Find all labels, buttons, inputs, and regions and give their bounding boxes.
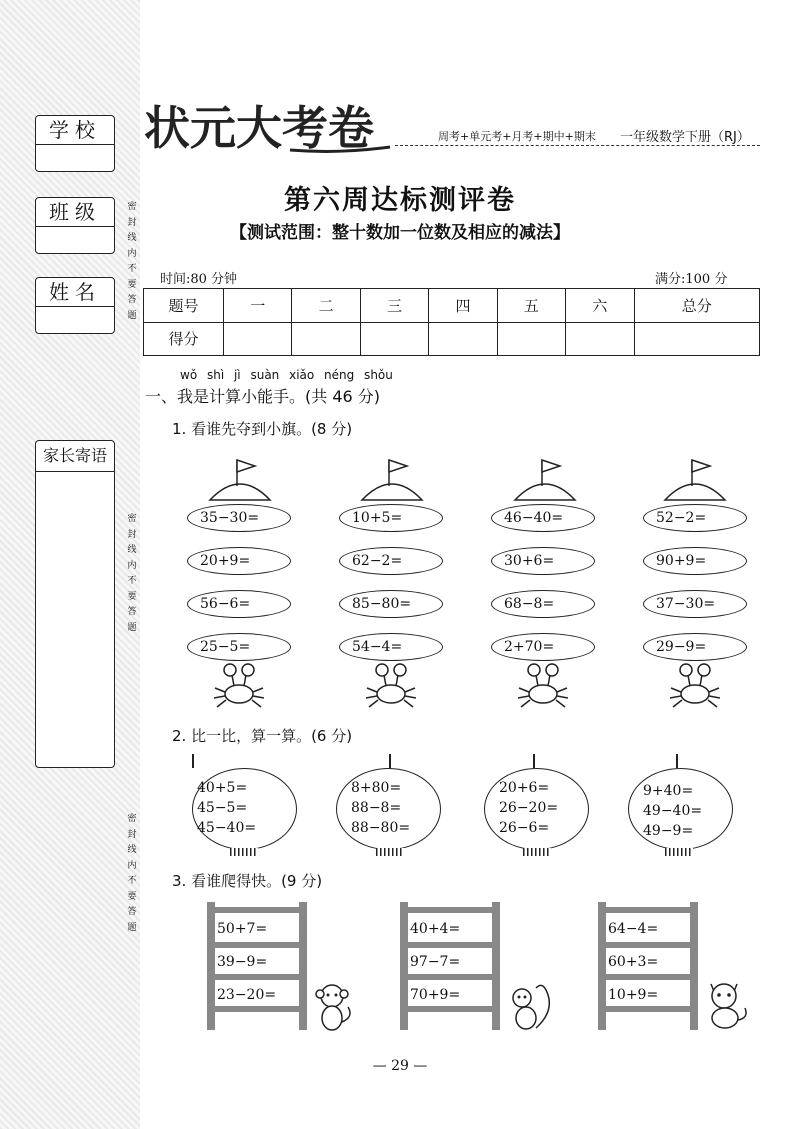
lantern-tassel-icon — [230, 848, 258, 856]
crab-icon — [516, 662, 571, 710]
table-cell: 四 — [429, 289, 497, 323]
table-row — [144, 289, 760, 323]
ladder-equation[interactable]: 10+9= — [608, 987, 659, 1003]
section1-pinyin: wǒ shì jì suàn xiǎo néng shǒu — [180, 368, 393, 382]
score-input[interactable] — [360, 322, 428, 356]
score-input[interactable] — [497, 322, 565, 356]
table-cell: 总分 — [634, 289, 759, 323]
lantern-equation: 88−80= — [351, 820, 411, 836]
lantern-tassel-icon — [665, 848, 693, 856]
equation-oval[interactable]: 29−9= — [643, 633, 747, 661]
ladder-equation[interactable]: 50+7= — [217, 921, 268, 937]
equation-oval[interactable]: 20+9= — [187, 547, 291, 575]
lantern-equation: 8+80= — [351, 780, 402, 796]
equation-oval[interactable]: 10+5= — [339, 504, 443, 532]
ladder — [598, 902, 698, 1030]
lantern-equation: 20+6= — [499, 780, 550, 796]
page-number: — 29 — — [372, 1058, 428, 1074]
name-box — [35, 277, 115, 334]
name-field[interactable] — [36, 307, 114, 333]
equation-oval[interactable]: 52−2= — [643, 504, 747, 532]
table-cell: 三 — [360, 289, 428, 323]
section1-title: 一、我是计算小能手。(共 46 分) — [145, 387, 381, 406]
ladder-equation[interactable]: 40+4= — [410, 921, 461, 937]
parent-message-label: 家长寄语 — [36, 441, 114, 472]
lantern[interactable] — [628, 768, 733, 850]
time-limit: 时间:80 分钟 — [160, 272, 238, 287]
flag-icon — [660, 456, 730, 501]
table-cell: 五 — [497, 289, 565, 323]
lantern-tassel-icon — [523, 848, 551, 856]
table-cell: 二 — [292, 289, 360, 323]
equation-oval[interactable]: 2+70= — [491, 633, 595, 661]
monkey-icon — [312, 982, 354, 1032]
lantern-equation: 45−5= — [197, 800, 248, 816]
ladder-equation[interactable]: 97−7= — [410, 954, 461, 970]
lantern-equation: 49−40= — [643, 803, 703, 819]
equation-oval[interactable]: 46−40= — [491, 504, 595, 532]
ladder-equation[interactable]: 23−20= — [217, 987, 277, 1003]
brand-logo — [140, 92, 400, 162]
lantern-equation: 9+40= — [643, 783, 694, 799]
flag-icon — [510, 456, 580, 501]
flag-icon — [205, 456, 275, 501]
lantern-equation: 26−20= — [499, 800, 559, 816]
lantern-equation: 26−6= — [499, 820, 550, 836]
logo-text: 状元大考卷 — [144, 101, 374, 155]
ladder-equation[interactable]: 60+3= — [608, 954, 659, 970]
equation-oval[interactable]: 35−30= — [187, 504, 291, 532]
page-title: 第六周达标测评卷 — [284, 185, 516, 216]
table-cell: 题号 — [144, 289, 224, 323]
equation-oval[interactable]: 85−80= — [339, 590, 443, 618]
cat-icon — [703, 978, 749, 1030]
ladder-equation[interactable]: 64−4= — [608, 921, 659, 937]
equation-oval[interactable]: 68−8= — [491, 590, 595, 618]
ladder-equation[interactable]: 39−9= — [217, 954, 268, 970]
lantern[interactable] — [336, 768, 441, 850]
lantern-equation: 49−9= — [643, 823, 694, 839]
ladder — [207, 902, 307, 1030]
school-box — [35, 115, 115, 172]
lantern-equation: 88−8= — [351, 800, 402, 816]
test-scope: 【测试范围：整十数加一位数及相应的减法】 — [230, 223, 570, 243]
seal-text-top: 密 封 线 内 不 要 答 题 — [127, 202, 137, 321]
full-score: 满分:100 分 — [655, 272, 728, 287]
lantern[interactable] — [192, 768, 297, 850]
class-label: 班级 — [36, 198, 114, 227]
seal-text-middle: 密 封 线 内 不 要 答 题 — [127, 514, 137, 633]
parent-message-box — [35, 440, 115, 768]
crab-icon — [212, 662, 267, 710]
ladder-equation[interactable]: 70+9= — [410, 987, 461, 1003]
crab-icon — [668, 662, 723, 710]
score-input[interactable] — [429, 322, 497, 356]
crab-icon — [364, 662, 419, 710]
table-cell: 一 — [224, 289, 292, 323]
flag-icon — [357, 456, 427, 501]
school-field[interactable] — [36, 145, 114, 171]
score-input[interactable] — [292, 322, 360, 356]
school-label: 学校 — [36, 116, 114, 145]
seal-text-bottom: 密 封 线 内 不 要 答 题 — [127, 814, 137, 933]
exam-types: 周考+单元考+月考+期中+期末 — [438, 130, 596, 143]
table-cell: 得分 — [144, 322, 224, 356]
q2-title: 2. 比一比，算一算。(6 分) — [172, 727, 353, 745]
ladder — [400, 902, 500, 1030]
score-input[interactable] — [224, 322, 292, 356]
equation-oval[interactable]: 30+6= — [491, 547, 595, 575]
equation-oval[interactable]: 25−5= — [187, 633, 291, 661]
squirrel-icon — [506, 980, 556, 1032]
table-cell: 六 — [566, 289, 634, 323]
q3-title: 3. 看谁爬得快。(9 分) — [172, 872, 323, 890]
score-input[interactable] — [634, 322, 759, 356]
equation-oval[interactable]: 37−30= — [643, 590, 747, 618]
lantern-equation: 45−40= — [197, 820, 257, 836]
score-input[interactable] — [566, 322, 634, 356]
lantern-equation: 40+5= — [197, 780, 248, 796]
lantern[interactable] — [484, 768, 589, 850]
side-logo — [55, 800, 115, 1030]
name-label: 姓名 — [36, 278, 114, 307]
equation-oval[interactable]: 62−2= — [339, 547, 443, 575]
lantern-tassel-icon — [376, 848, 404, 856]
q1-title: 1. 看谁先夺到小旗。(8 分) — [172, 420, 353, 438]
header-divider — [395, 145, 760, 146]
equation-oval[interactable]: 54−4= — [339, 633, 443, 661]
score-table — [143, 288, 760, 356]
table-row — [144, 322, 760, 356]
equation-oval[interactable]: 56−6= — [187, 590, 291, 618]
grade-label: 一年级数学下册（RJ） — [620, 130, 750, 145]
equation-oval[interactable]: 90+9= — [643, 547, 747, 575]
